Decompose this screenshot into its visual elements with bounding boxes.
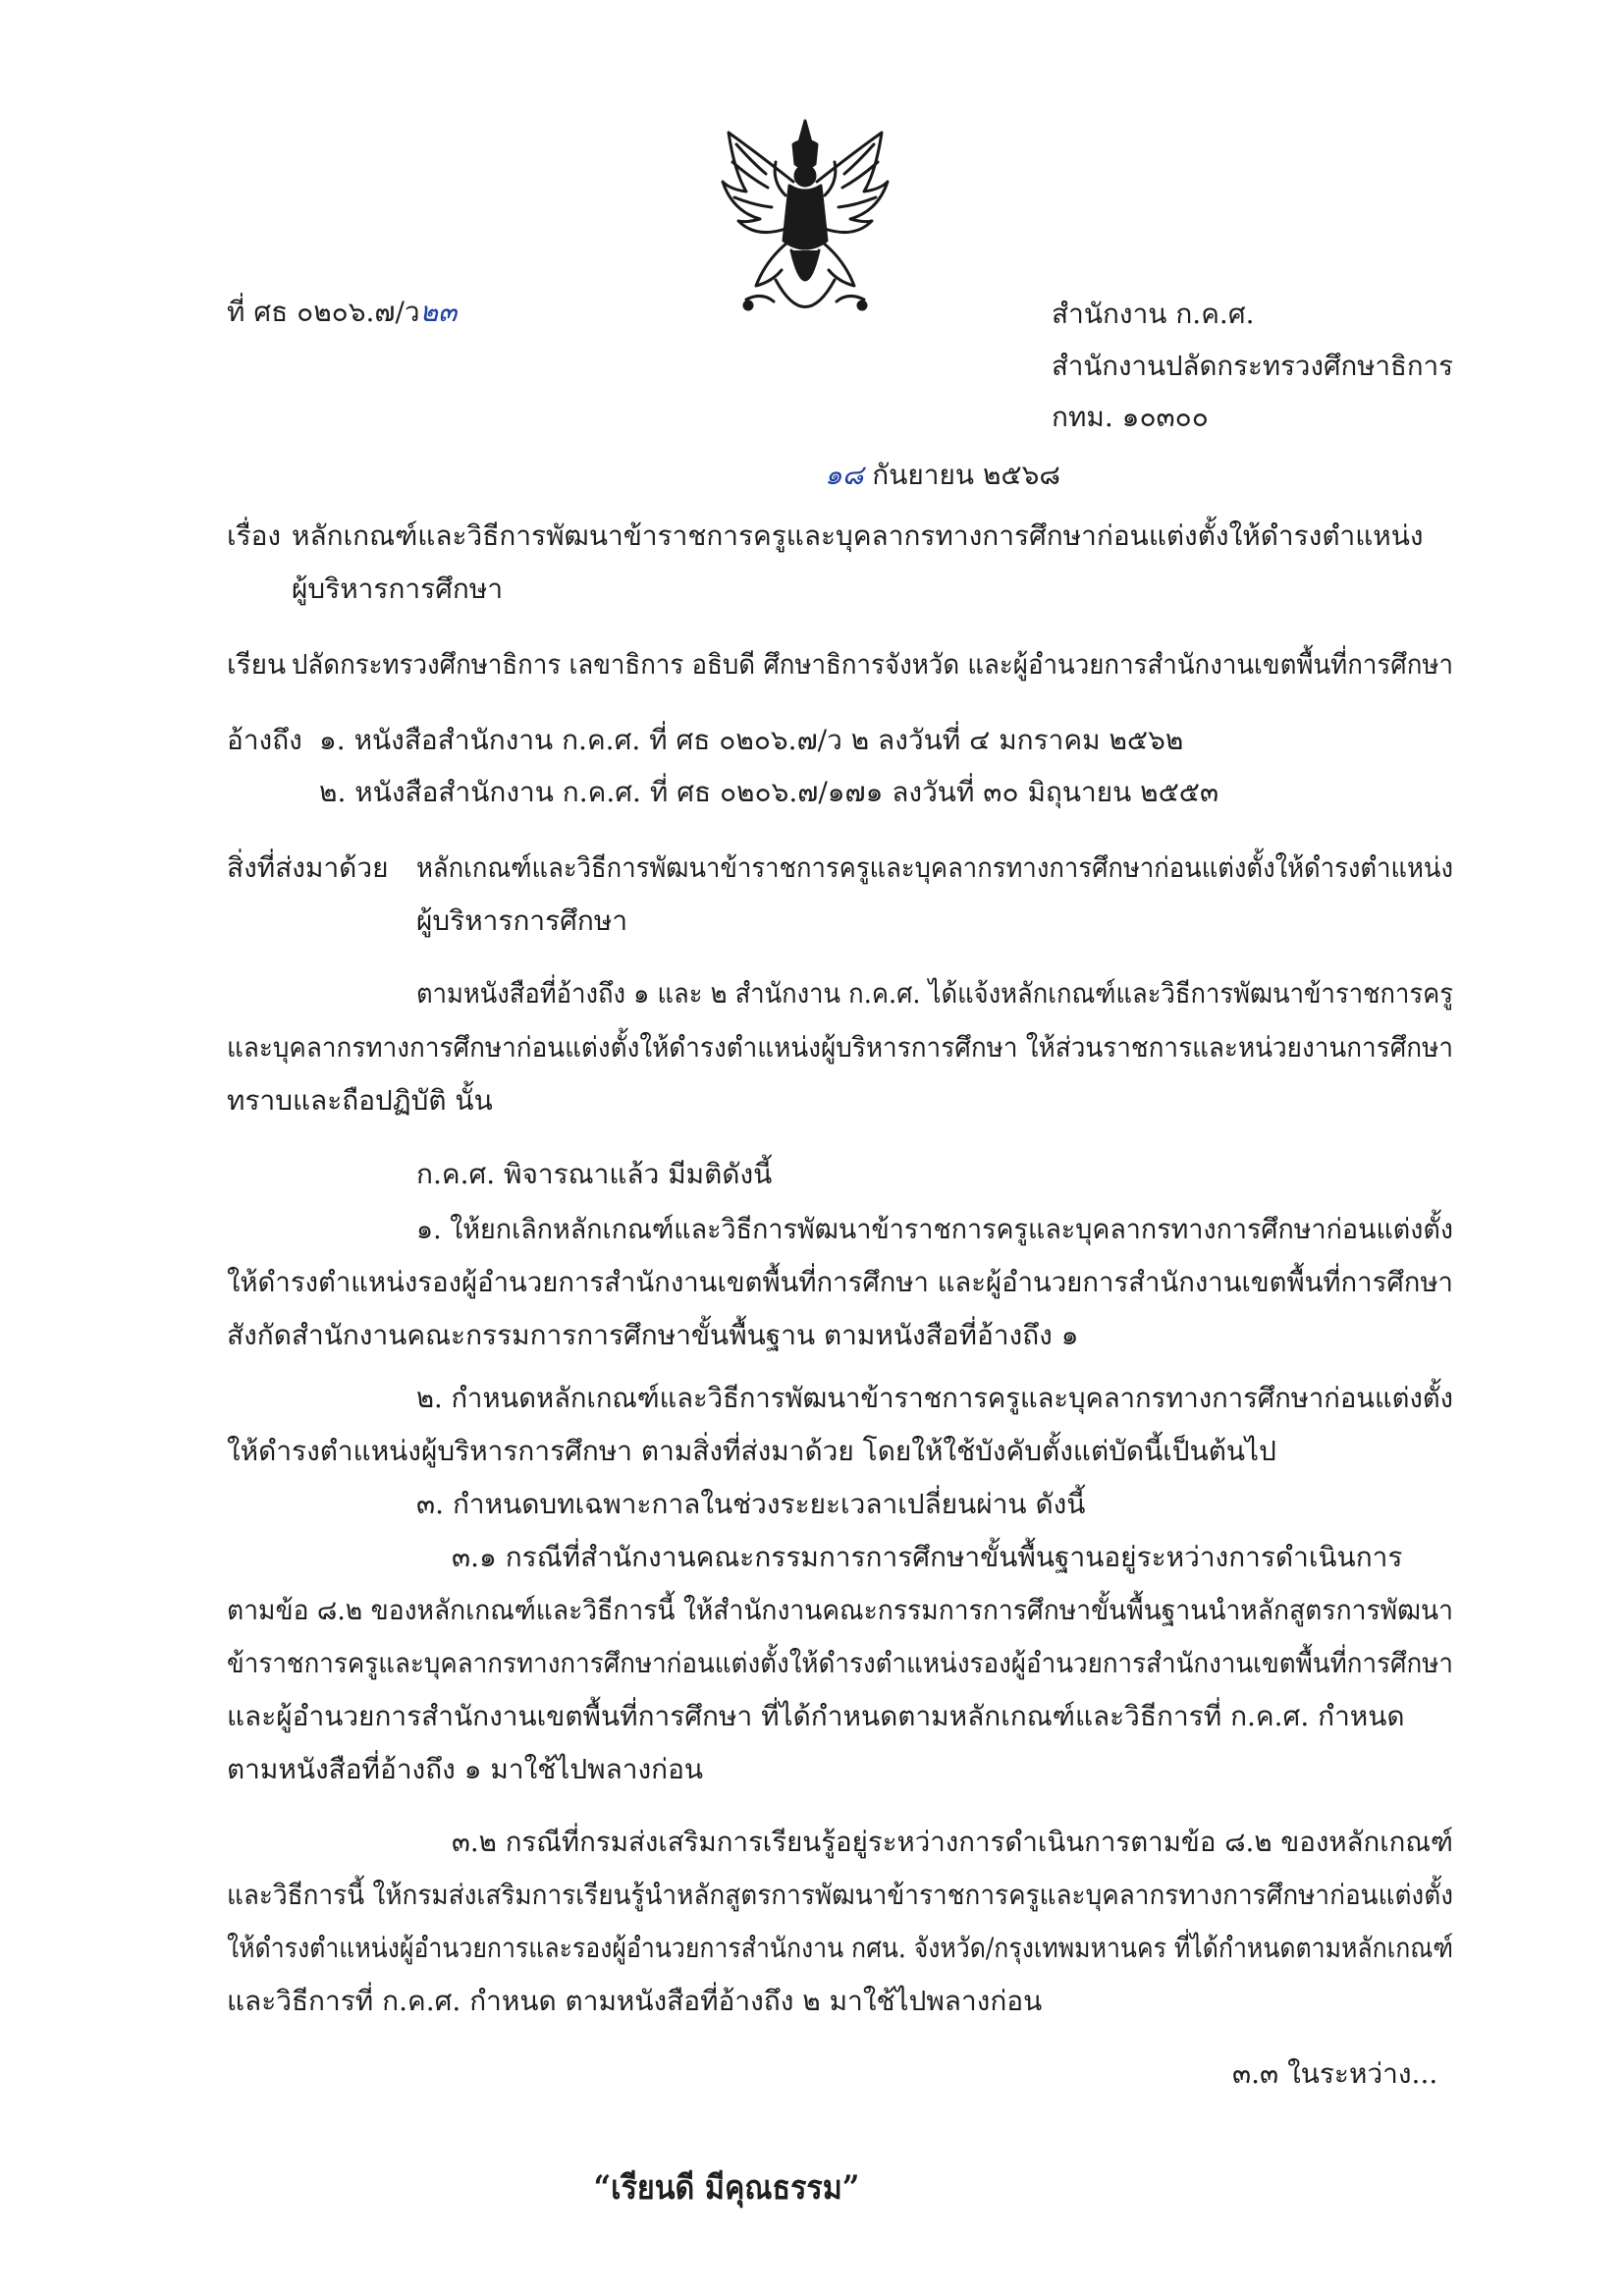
body-line: ก.ค.ศ. พิจารณาแล้ว มีมติดังนี้	[416, 1158, 773, 1190]
date-handwritten-day: ๑๘	[825, 459, 864, 491]
continuation-marker: ๓.๓ ในระหว่าง...	[1232, 2057, 1438, 2090]
body-line: ข้าราชการครูและบุคลากรทางการศึกษาก่อนแต่งตั้งให้ดำรงตำแหน่งรองผู้อำนวยการสำนักงานเขตพื้นที่การศึกษา	[227, 1647, 1453, 1679]
reference-item: ๑. หนังสือสำนักงาน ก.ค.ศ. ที่ ศธ ๐๒๐๖.๗/ว ๒ ลงวันที่ ๔ มกราคม ๒๕๖๒	[319, 724, 1184, 756]
subject-line: หลักเกณฑ์และวิธีการพัฒนาข้าราชการครูและบุคลากรทางการศึกษาก่อนแต่งตั้งให้ดำรงตำแหน่ง	[292, 519, 1424, 552]
references-label: อ้างถึง	[227, 724, 302, 756]
salutation-label: เรียน	[227, 648, 287, 681]
body-line: ให้ดำรงตำแหน่งผู้บริหารการศึกษา ตามสิ่งที่ส่งมาด้วย โดยให้ใช้บังคับตั้งแต่บัดนี้เป็นต้นไป	[227, 1435, 1276, 1467]
body-line: ให้ดำรงตำแหน่งรองผู้อำนวยการสำนักงานเขตพื้นที่การศึกษา และผู้อำนวยการสำนักงานเขตพื้นที่การศึกษา	[227, 1266, 1453, 1298]
body-line: ๓.๑ กรณีที่สำนักงานคณะกรรมการการศึกษาขั้นพื้นฐานอยู่ระหว่างการดำเนินการ	[452, 1541, 1403, 1573]
letter-date	[825, 454, 1060, 497]
address-line: สำนักงาน ก.ค.ศ.	[1052, 298, 1255, 330]
body-line: ๓.๒ กรณีที่กรมส่งเสริมการเรียนรู้อยู่ระหว่างการดำเนินการตามข้อ ๘.๒ ของหลักเกณฑ์	[452, 1826, 1453, 1858]
reference-item: ๒. หนังสือสำนักงาน ก.ค.ศ. ที่ ศธ ๐๒๐๖.๗/๑๗๑ ลงวันที่ ๓๐ มิถุนายน ๒๕๕๓	[319, 776, 1219, 808]
date-month-year: กันยายน ๒๕๖๘	[872, 459, 1060, 491]
body-line: และวิธีการที่ ก.ค.ศ. กำหนด ตามหนังสือที่อ้างถึง ๒ มาใช้ไปพลางก่อน	[227, 1985, 1043, 2017]
subject-label: เรื่อง	[227, 519, 282, 552]
reference-prefix: ที่ ศธ ๐๒๐๖.๗/ว	[227, 296, 420, 328]
enclosure-line: ผู้บริหารการศึกษา	[416, 904, 628, 937]
address-line: กทม. ๑๐๓๐๐	[1052, 401, 1209, 433]
body-line: ๑. ให้ยกเลิกหลักเกณฑ์และวิธีการพัฒนาข้าราชการครูและบุคลากรทางการศึกษาก่อนแต่งตั้ง	[416, 1213, 1453, 1245]
body-line: ทราบและถือปฏิบัติ นั้น	[227, 1084, 493, 1117]
body-line: และบุคลากรทางการศึกษาก่อนแต่งตั้งให้ดำรงตำแหน่งผู้บริหารการศึกษา ให้ส่วนราชการและหน่วยงานการศึกษา	[227, 1031, 1453, 1064]
salutation-text: ปลัดกระทรวงศึกษาธิการ เลขาธิการ อธิบดี ศึกษาธิการจังหวัด และผู้อำนวยการสำนักงานเขตพื้นที่การศึกษา	[292, 648, 1453, 681]
body-line: ๓. กำหนดบทเฉพาะกาลในช่วงระยะเวลาเปลี่ยนผ่าน ดังนี้	[416, 1488, 1086, 1520]
garuda-emblem-icon	[717, 113, 893, 334]
body-line: ให้ดำรงตำแหน่งผู้อำนวยการและรองผู้อำนวยการสำนักงาน กศน. จังหวัด/กรุงเทพมหานคร ที่ได้กำหนดตามหลักเกณฑ์	[227, 1932, 1453, 1964]
body-line: ๒. กำหนดหลักเกณฑ์และวิธีการพัฒนาข้าราชการครูและบุคลากรทางการศึกษาก่อนแต่งตั้ง	[416, 1382, 1453, 1414]
footer-motto: “เรียนดี มีคุณธรรม”	[593, 2168, 860, 2208]
enclosure-line: หลักเกณฑ์และวิธีการพัฒนาข้าราชการครูและบุคลากรทางการศึกษาก่อนแต่งตั้งให้ดำรงตำแหน่ง	[416, 851, 1453, 884]
reference-number	[227, 291, 457, 334]
body-line: และวิธีการนี้ ให้กรมส่งเสริมการเรียนรู้นำหลักสูตรการพัฒนาข้าราชการครูและบุคลากรทางการศึกษาก่อนแต่งตั้ง	[227, 1879, 1453, 1911]
body-line: ตามหนังสือที่อ้างถึง ๑ และ ๒ สำนักงาน ก.ค.ศ. ได้แจ้งหลักเกณฑ์และวิธีการพัฒนาข้าราชการครู	[416, 977, 1453, 1010]
reference-handwritten-number: ๒๓	[419, 296, 458, 328]
body-line: สังกัดสำนักงานคณะกรรมการการศึกษาขั้นพื้นฐาน ตามหนังสือที่อ้างถึง ๑	[227, 1319, 1079, 1351]
body-line: ตามหนังสือที่อ้างถึง ๑ มาใช้ไปพลางก่อน	[227, 1753, 704, 1785]
address-line: สำนักงานปลัดกระทรวงศึกษาธิการ	[1052, 350, 1453, 382]
body-line: ตามข้อ ๘.๒ ของหลักเกณฑ์และวิธีการนี้ ให้สำนักงานคณะกรรมการการศึกษาขั้นพื้นฐานนำหลักสูตรการพัฒนา	[227, 1594, 1453, 1626]
body-line: และผู้อำนวยการสำนักงานเขตพื้นที่การศึกษา ที่ได้กำหนดตามหลักเกณฑ์และวิธีการที่ ก.ค.ศ. กำหนด	[227, 1700, 1405, 1732]
enclosure-label: สิ่งที่ส่งมาด้วย	[227, 851, 389, 884]
subject-line: ผู้บริหารการศึกษา	[292, 573, 504, 605]
